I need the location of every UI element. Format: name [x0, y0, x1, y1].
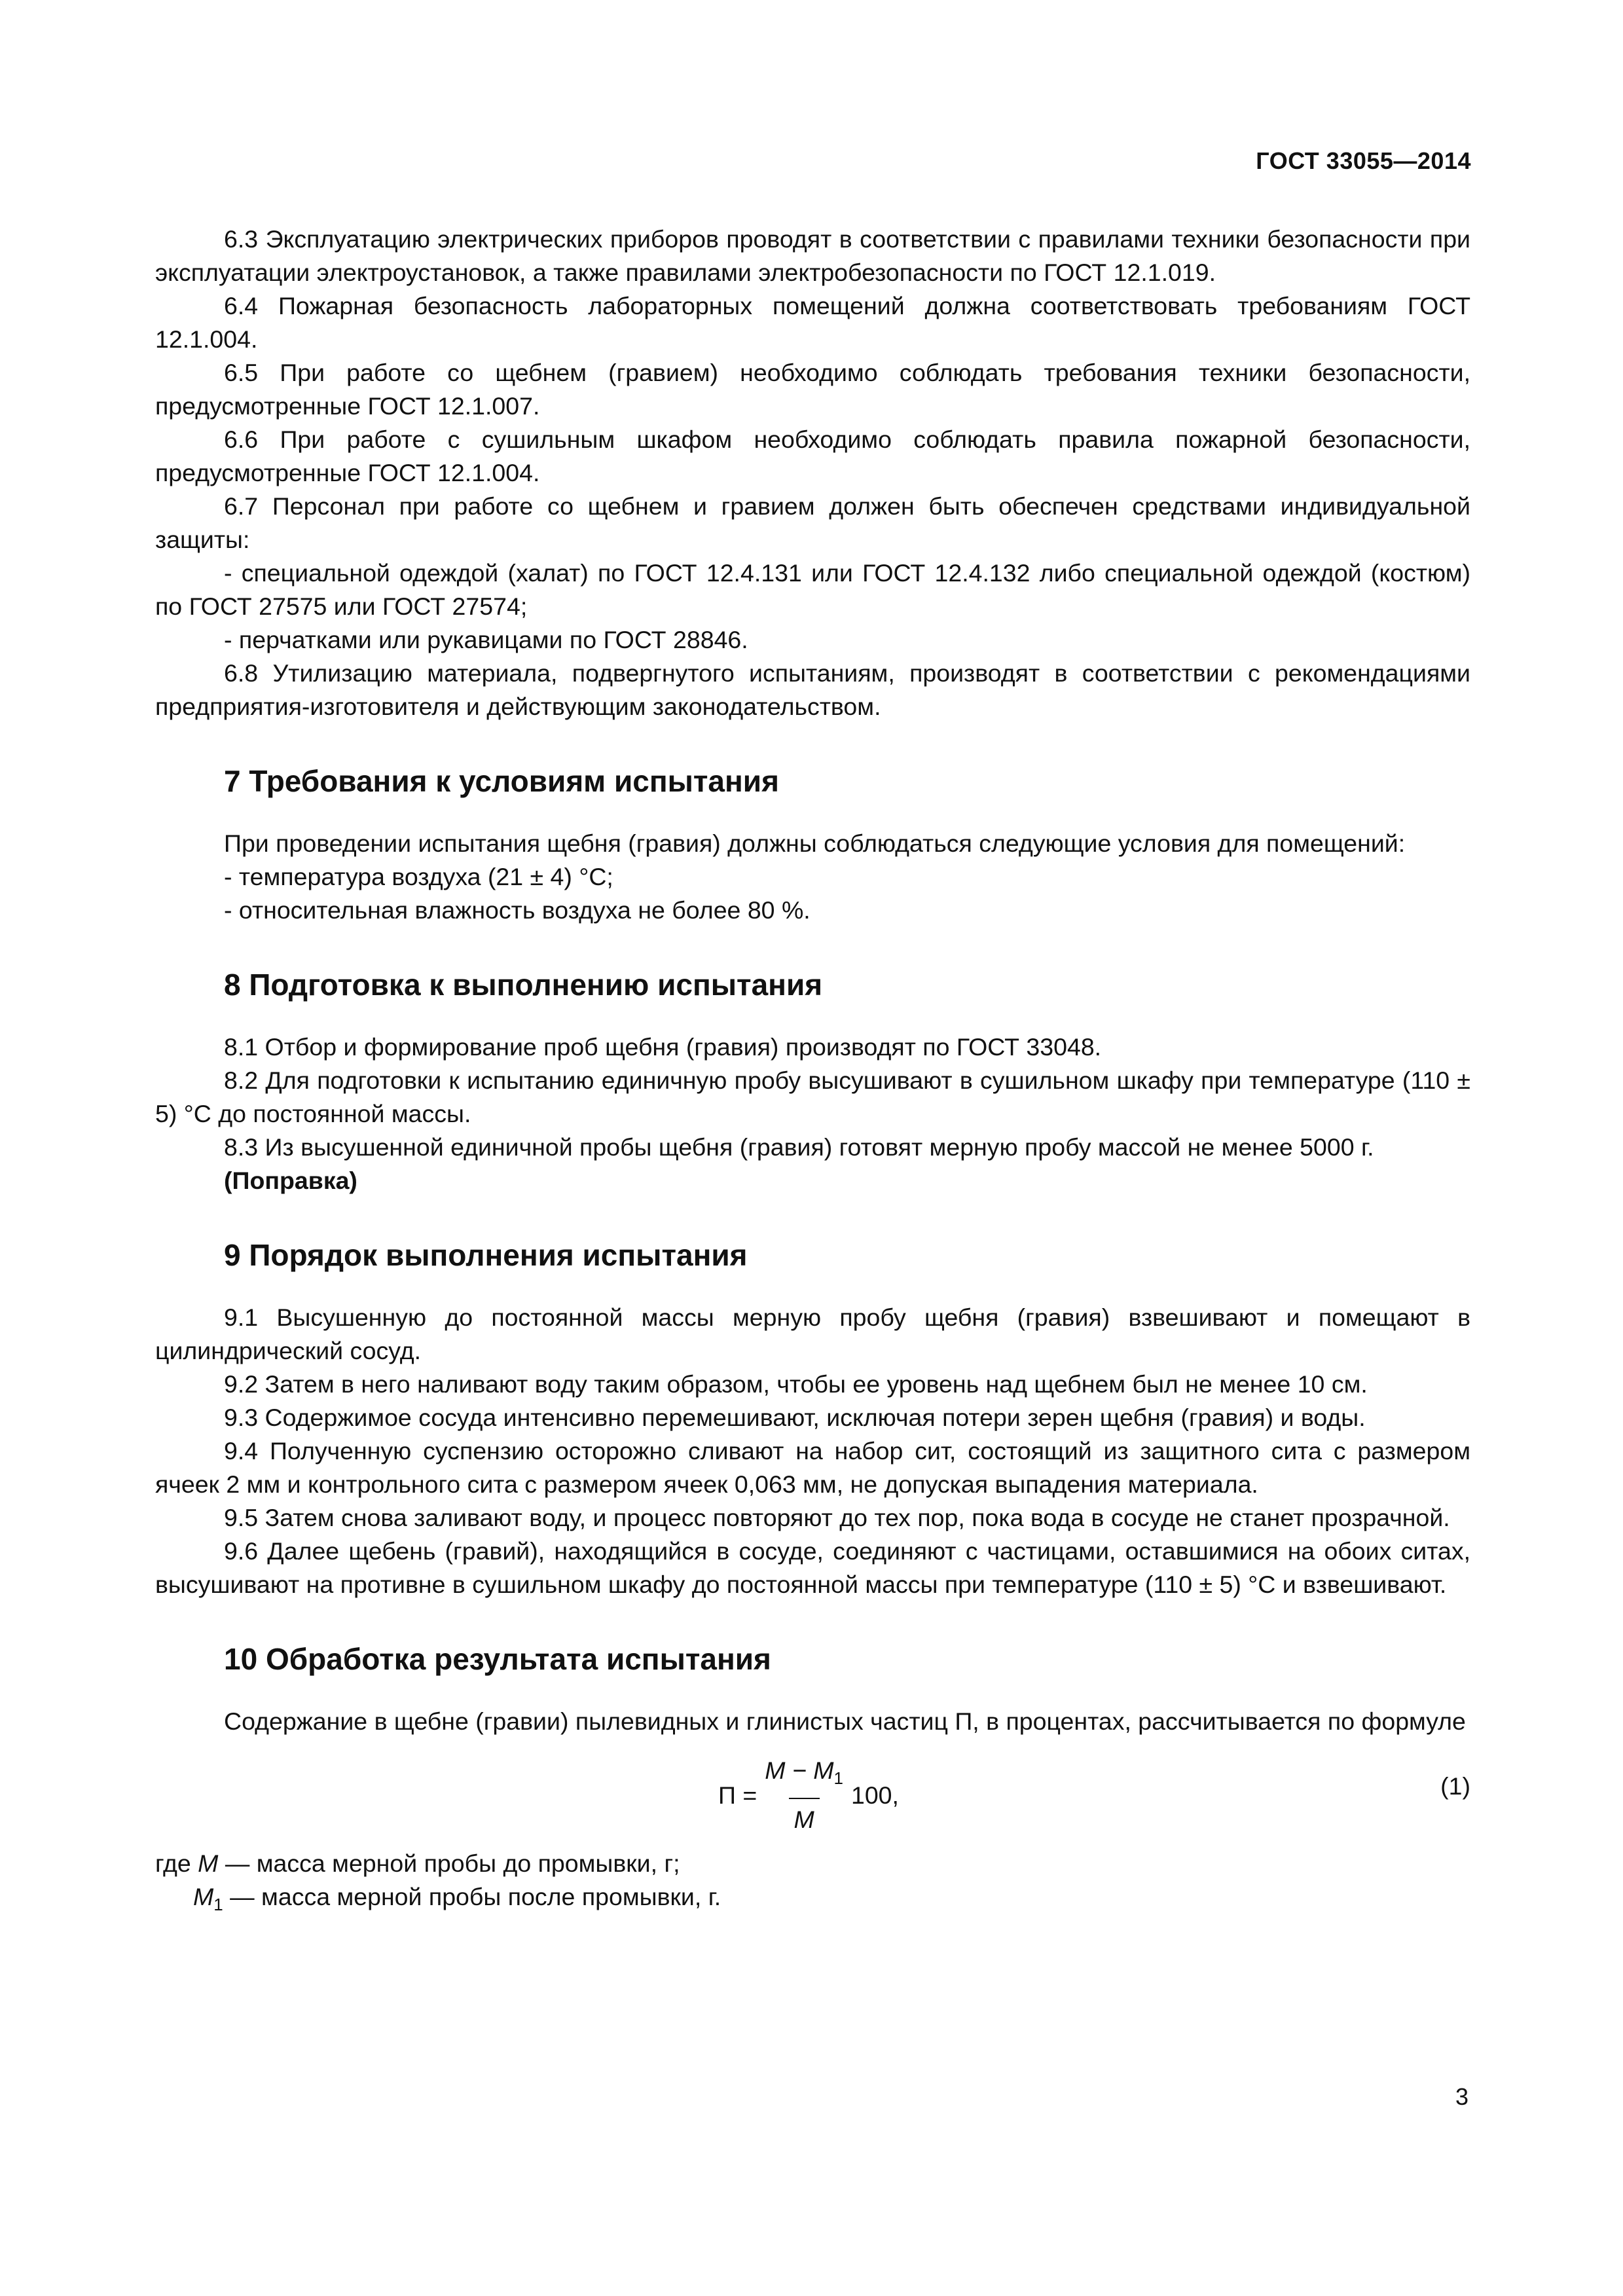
section-9-heading: 9 Порядок выполнения испытания [224, 1238, 748, 1272]
section-10-heading: 10 Обработка результата испытания [224, 1642, 771, 1676]
paragraph-8-3: 8.3 Из высушенной единичной пробы щебня (гравия) готовят мерную пробу массой не менее 5000 г. [224, 1133, 1374, 1161]
paragraph-6-5: 6.5 При работе со щебнем (гравием) необходимо соблюдать требования техники безопасности, предусмотренные ГОСТ 12.1.007. [155, 359, 1470, 420]
document-body [155, 223, 1470, 1922]
document-header: ГОСТ 33055—2014 [1256, 147, 1471, 174]
list-item-temperature: - температура воздуха (21 ± 4) °С; [224, 863, 613, 890]
formula-fraction [759, 1754, 848, 1836]
formula-numerator: $M - M_1$ [765, 1757, 843, 1788]
paragraph-9-3: 9.3 Содержимое сосуда интенсивно перемешивают, исключая потери зерен щебня (гравия) и воды. [224, 1404, 1366, 1431]
formula-factor: 100, [850, 1781, 899, 1809]
paragraph-9-4: 9.4 Полученную суспензию осторожно сливают на набор сит, состоящий из защитного сита с размером ячеек 2 мм и контрольного сита с размером ячеек 0,063 мм, не допуская выпадения материала. [155, 1437, 1470, 1498]
section-8-heading: 8 Подготовка к выполнению испытания [224, 968, 823, 1002]
formula-lhs: П = [718, 1781, 757, 1809]
where-line-2: $M_1$ — масса мерной пробы после промывки, г. [193, 1883, 721, 1914]
paragraph-8-1: 8.1 Отбор и формирование проб щебня (гравия) производят по ГОСТ 33048. [224, 1033, 1102, 1061]
paragraph-9-5: 9.5 Затем снова заливают воду, и процесс повторяют до тех пор, пока вода в сосуде не станет прозрачной. [224, 1504, 1450, 1531]
paragraph-7-intro: При проведении испытания щебня (гравия) должны соблюдаться следующие условия для помещений: [224, 829, 1406, 857]
paragraph-9-6: 9.6 Далее щебень (гравий), находящийся в сосуде, соединяют с частицами, оставшимися на обоих ситах, высушивают на противне в сушильном шкафу до постоянной массы при температуре (110 ± 5) °С и взвешивают. [155, 1537, 1470, 1598]
page-number: 3 [1455, 2083, 1468, 2110]
paragraph-6-7: 6.7 Персонал при работе со щебнем и гравием должен быть обеспечен средствами индивидуальной защиты: [155, 492, 1470, 553]
paragraph-6-4: 6.4 Пожарная безопасность лабораторных помещений должна соответствовать требованиям ГОСТ 12.1.004. [155, 292, 1470, 353]
list-item-clothing: - специальной одеждой (халат) по ГОСТ 12.4.131 или ГОСТ 12.4.132 либо специальной одеждой (костюм) по ГОСТ 27575 или ГОСТ 27574; [155, 559, 1470, 620]
equation-number: (1) [1440, 1772, 1470, 1800]
list-item-humidity: - относительная влажность воздуха не более 80 %. [224, 896, 811, 924]
amendment-note: (Поправка) [224, 1167, 357, 1194]
paragraph-6-3: 6.3 Эксплуатацию электрических приборов проводят в соответствии с правилами техники безопасности при эксплуатации электроустановок, а также правилами электробезопасности по ГОСТ 12.1.019. [155, 225, 1470, 286]
paragraph-10-intro: Содержание в щебне (гравии) пылевидных и глинистых частиц П, в процентах, рассчитывается по формуле [224, 1707, 1466, 1735]
paragraph-9-1: 9.1 Высушенную до постоянной массы мерную пробу щебня (гравия) взвешивают и помещают в цилиндрический сосуд. [155, 1303, 1470, 1364]
paragraph-6-8: 6.8 Утилизацию материала, подвергнутого испытаниям, производят в соответствии с рекомендациями предприятия-изготовителя и действующим законодательством. [155, 659, 1470, 720]
list-item-gloves: - перчатками или рукавицами по ГОСТ 28846. [224, 626, 748, 653]
formula [718, 1754, 899, 1836]
where-line-1: где M — масса мерной пробы до промывки, г; [155, 1850, 680, 1877]
paragraph-8-2: 8.2 Для подготовки к испытанию единичную пробу высушивают в сушильном шкафу при температуре (110 ± 5) °С до постоянной массы. [155, 1066, 1470, 1127]
formula-denominator: M [789, 1798, 820, 1836]
paragraph-6-6: 6.6 При работе с сушильным шкафом необходимо соблюдать правила пожарной безопасности, предусмотренные ГОСТ 12.1.004. [155, 426, 1470, 486]
formula-block [155, 1745, 1470, 1843]
paragraph-9-2: 9.2 Затем в него наливают воду таким образом, чтобы ее уровень над щебнем был не менее 10 см. [224, 1370, 1368, 1398]
section-7-heading: 7 Требования к условиям испытания [224, 764, 779, 798]
